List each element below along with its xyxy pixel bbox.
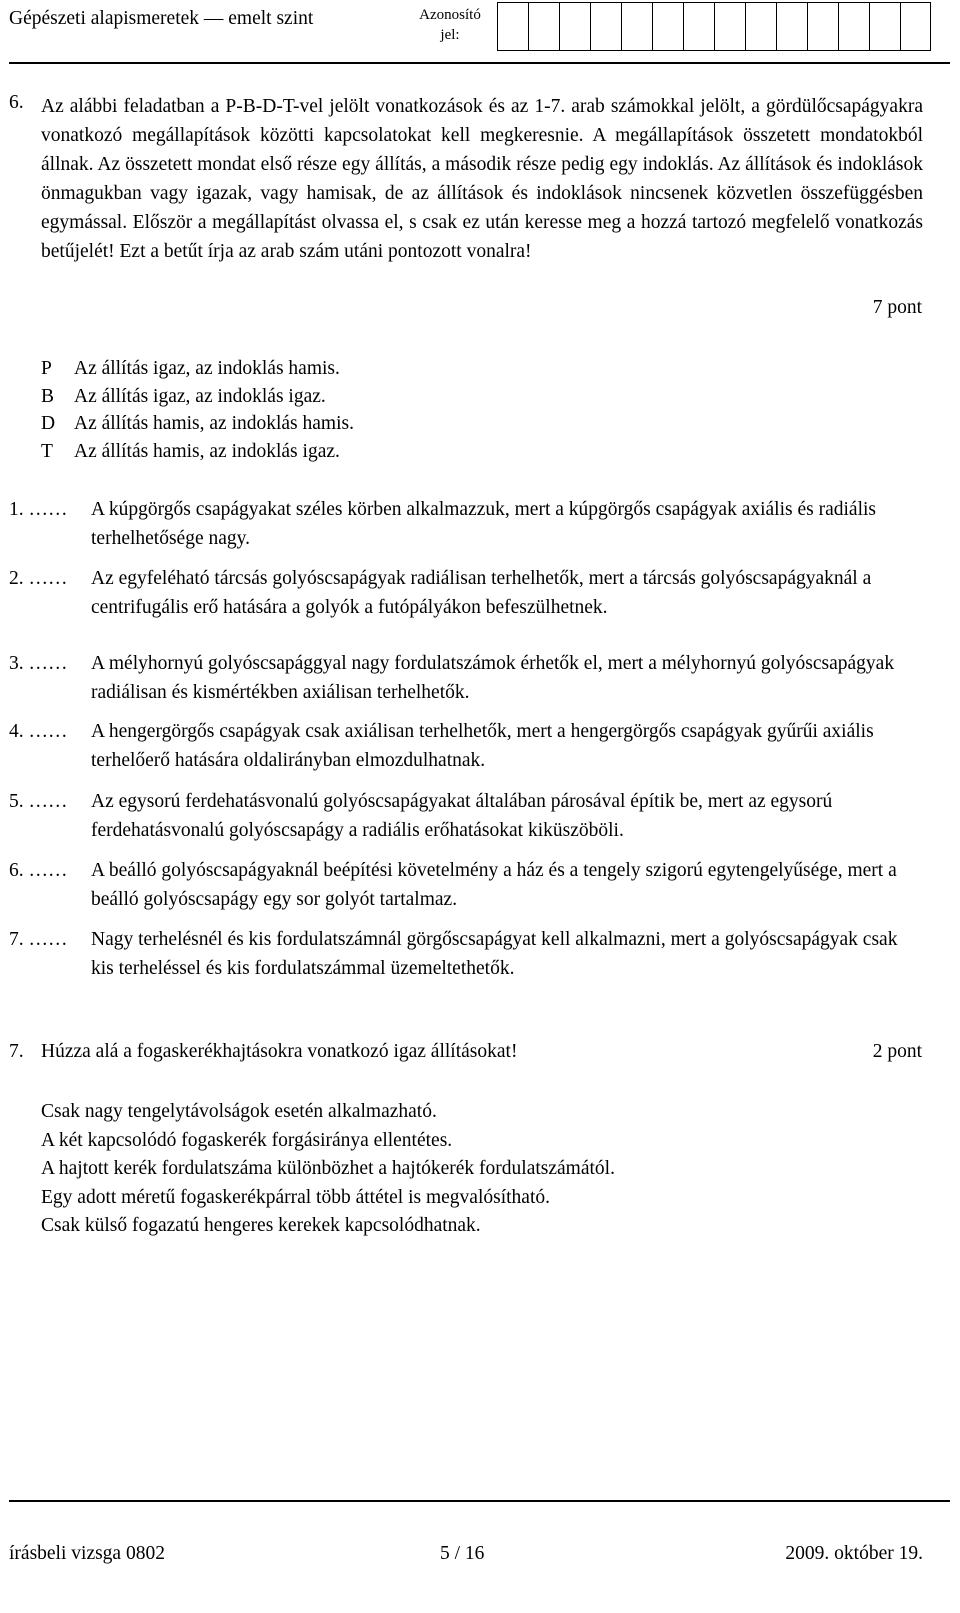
- statement-text: Nagy terhelésnél és kis fordulatszámnál görgőscsapágyat kell alkalmazni, mert a golyóscsapágyak csak kis terheléssel és kis fordulatszámmal üzemeltethetők.: [91, 929, 898, 979]
- statement-item: [9, 857, 921, 914]
- statement-text: A beálló golyóscsapágyaknál beépítési követelmény a ház és a tengely szigorú egytengelyűsége, mert a beálló golyóscsapágy egy sor golyót tartalmaz.: [91, 860, 897, 910]
- key-row: [41, 355, 354, 383]
- answer-key-list: [41, 355, 354, 465]
- key-letter: P: [41, 358, 52, 379]
- footer-divider: [9, 1500, 950, 1502]
- statement-item: [9, 926, 921, 983]
- statement-text: Az egysorú ferdehatásvonalú golyóscsapágyakat általában párosával építik be, mert az egysorú ferdehatásvonalú golyóscsapágy a radiális erőhatásokat kiküszöböli.: [91, 791, 833, 841]
- statement-item: [9, 788, 921, 845]
- statement-item: [9, 565, 921, 622]
- footer-exam-code: írásbeli vizsga 0802: [9, 1543, 165, 1564]
- id-box[interactable]: [683, 2, 714, 51]
- key-text: Az állítás hamis, az indoklás igaz.: [74, 440, 340, 462]
- key-row: [41, 438, 354, 466]
- id-box[interactable]: [869, 2, 900, 51]
- task7-statement[interactable]: Egy adott méretű fogaskerékpárral több áttétel is megvalósítható.: [41, 1186, 550, 1208]
- id-boxes: [497, 2, 931, 52]
- answer-blank[interactable]: 5. ……: [9, 791, 68, 812]
- key-row: [41, 410, 354, 438]
- answer-blank[interactable]: 1. ……: [9, 499, 68, 520]
- key-row: [41, 383, 354, 411]
- task6-number: 6.: [9, 92, 24, 113]
- statement-item: [9, 650, 921, 707]
- id-box[interactable]: [745, 2, 776, 51]
- answer-blank[interactable]: 4. ……: [9, 721, 68, 742]
- task7-question: Húzza alá a fogaskerékhajtásokra vonatkozó igaz állításokat!: [41, 1041, 518, 1062]
- id-box[interactable]: [807, 2, 838, 51]
- key-text: Az állítás igaz, az indoklás igaz.: [74, 385, 326, 407]
- answer-blank[interactable]: 3. ……: [9, 653, 68, 674]
- answer-blank[interactable]: 6. ……: [9, 860, 68, 881]
- id-box[interactable]: [652, 2, 683, 51]
- statement-text: A kúpgörgős csapágyakat széles körben alkalmazzuk, mert a kúpgörgős csapágyak axiális és radiális terhelhetősége nagy.: [91, 499, 876, 549]
- footer-page-number: 5 / 16: [440, 1543, 485, 1564]
- key-letter: T: [41, 440, 53, 462]
- footer-date: 2009. október 19.: [785, 1543, 923, 1564]
- statement-item: [9, 718, 921, 775]
- task7-number: 7.: [9, 1041, 24, 1062]
- id-box[interactable]: [838, 2, 869, 51]
- task7-statement-list: [41, 1098, 615, 1241]
- task6-points: 7 pont: [872, 297, 922, 318]
- answer-blank[interactable]: 7. ……: [9, 929, 68, 950]
- key-text: Az állítás hamis, az indoklás hamis.: [74, 413, 354, 434]
- statement-item: [9, 496, 921, 553]
- task6-intro-paragraph: Az alábbi feladatban a P-B-D-T-vel jelölt vonatkozások és az 1-7. arab számokkal jelölt, a gördülőcsapágyakra vonatkozó megállapítások közötti kapcsolatokat kell megkeresnie. A megállapítások összetett mondatokból állnak. Az összetett mondat első része egy állítás, a második része pedig egy indoklás. Az állítások és indoklások önmagukban vagy igazak, vagy hamisak, de az állítások és indoklások nincsenek közvetlen összefüggésben egymással. Először a megállapítást olvassa el, s csak ez után keresse meg a hozzá tartozó megfelelő vonatkozás betűjelét! Ezt a betűt írja az arab szám utáni pontozott vonalra!: [41, 96, 923, 262]
- id-box[interactable]: [776, 2, 807, 51]
- id-box[interactable]: [497, 2, 528, 51]
- header-title: Gépészeti alapismeretek — emelt szint: [9, 8, 314, 29]
- statement-text: A hengergörgős csapágyak csak axiálisan terhelhetők, mert a hengergörgős csapágyak gyűrűi axiális terhelőerő hatására oldalirányban elmozdulhatnak.: [91, 721, 874, 771]
- key-text: Az állítás igaz, az indoklás hamis.: [74, 358, 340, 379]
- key-letter: B: [41, 385, 55, 407]
- statement-text: A mélyhornyú golyóscsapággyal nagy fordulatszámok érhetők el, mert a mélyhornyú golyóscsapágyak radiálisan és kismértékben axiálisan terhelhetők.: [91, 653, 895, 703]
- id-box[interactable]: [559, 2, 590, 51]
- id-box[interactable]: [900, 2, 931, 51]
- task6-instructions: [41, 92, 923, 266]
- id-box[interactable]: [621, 2, 652, 51]
- task7-statement[interactable]: A hajtott kerék fordulatszáma különbözhet a hajtókerék fordulatszámától.: [41, 1158, 615, 1179]
- task7-statement[interactable]: Csak nagy tengelytávolságok esetén alkalmazható.: [41, 1101, 437, 1122]
- task7-statement[interactable]: Csak külső fogazatú hengeres kerekek kapcsolódhatnak.: [41, 1215, 481, 1236]
- id-label: Azonosító jel:: [419, 7, 481, 43]
- id-box[interactable]: [714, 2, 745, 51]
- task7-points: 2 pont: [872, 1041, 922, 1062]
- header-divider: [9, 62, 950, 64]
- key-letter: D: [41, 413, 56, 434]
- id-box[interactable]: [590, 2, 621, 51]
- task7-statement[interactable]: A két kapcsolódó fogaskerék forgásiránya ellentétes.: [41, 1129, 453, 1151]
- answer-blank[interactable]: 2. ……: [9, 568, 68, 589]
- statement-text: Az egyfeléható tárcsás golyóscsapágyak radiálisan terhelhetők, mert a tárcsás golyóscsapágyaknál a centrifugális erő hatására a golyók a futópályákon befeszülhetnek.: [91, 568, 872, 618]
- id-box[interactable]: [528, 2, 559, 51]
